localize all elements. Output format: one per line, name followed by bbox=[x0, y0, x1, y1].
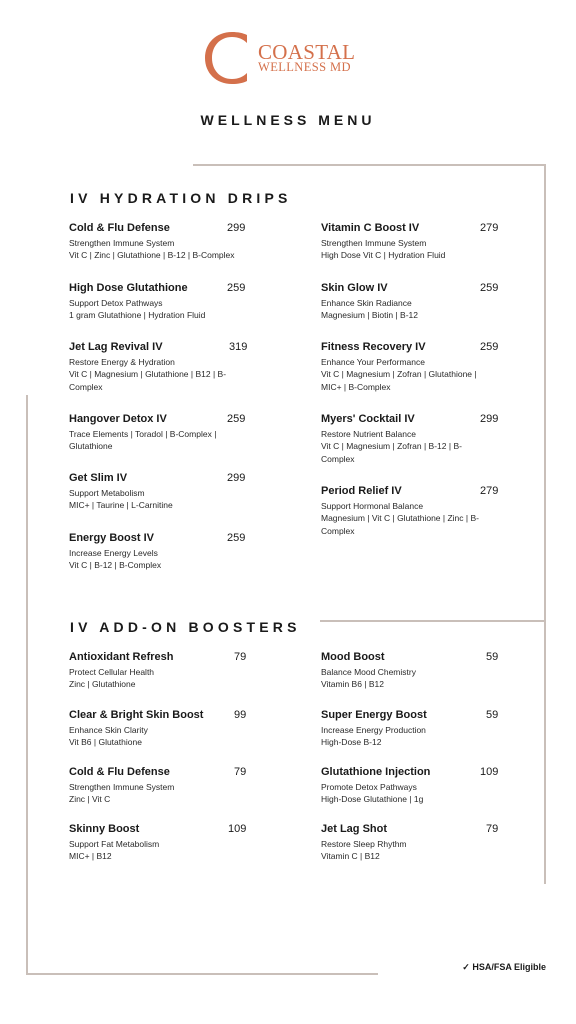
item-name: Cold & Flu Defense bbox=[69, 766, 170, 778]
item-ingredients: High-Dose B-12 bbox=[321, 737, 382, 748]
section-title-boosters: IV ADD-ON BOOSTERS bbox=[70, 619, 301, 635]
menu-item bbox=[69, 412, 259, 453]
item-price: 79 bbox=[234, 651, 247, 663]
brand-subtitle: WELLNESS MD bbox=[258, 60, 351, 74]
item-price: 279 bbox=[480, 485, 499, 497]
item-description: Increase Energy Levels bbox=[69, 548, 158, 558]
item-description: Enhance Skin Radiance bbox=[321, 298, 412, 308]
item-price: 279 bbox=[480, 222, 499, 234]
menu-item bbox=[69, 471, 259, 512]
item-price: 259 bbox=[480, 282, 499, 294]
item-ingredients: Vitamin C | B12 bbox=[321, 851, 380, 862]
item-ingredients: Magnesium | Vit C | Glutathione | Zinc | B-Complex bbox=[321, 513, 479, 536]
item-price: 299 bbox=[227, 472, 246, 484]
item-description: Trace Elements | Toradol | B-Complex | Glutathione bbox=[69, 429, 217, 452]
item-name: Vitamin C Boost IV bbox=[321, 222, 420, 234]
item-ingredients: Zinc | Vit C bbox=[69, 794, 111, 805]
item-ingredients: Vit C | Magnesium | Zofran | B-12 | B-Complex bbox=[321, 441, 462, 464]
item-price: 59 bbox=[486, 709, 499, 721]
item-description: Strengthen Immune System bbox=[69, 782, 175, 792]
item-description: Balance Mood Chemistry bbox=[321, 667, 416, 677]
item-name: Cold & Flu Defense bbox=[69, 222, 170, 234]
section-title-drips: IV HYDRATION DRIPS bbox=[70, 190, 292, 206]
item-description: Support Metabolism bbox=[69, 488, 145, 498]
menu-item bbox=[321, 281, 511, 322]
item-price: 299 bbox=[480, 413, 499, 425]
booster-divider-line bbox=[320, 620, 546, 622]
item-name: Mood Boost bbox=[321, 651, 385, 663]
frame-left-line bbox=[26, 395, 28, 975]
menu-item bbox=[321, 708, 511, 749]
item-ingredients: Vitamin B6 | B12 bbox=[321, 679, 385, 690]
item-name: Jet Lag Revival IV bbox=[69, 341, 163, 353]
item-price: 259 bbox=[480, 341, 499, 353]
item-price: 109 bbox=[480, 766, 499, 778]
item-ingredients: MIC+ | Taurine | L-Carnitine bbox=[69, 500, 173, 511]
item-ingredients: Vit B6 | Glutathione bbox=[69, 737, 142, 748]
item-name: Fitness Recovery IV bbox=[321, 341, 426, 353]
menu-item bbox=[321, 221, 511, 262]
item-description: Promote Detox Pathways bbox=[321, 782, 417, 792]
menu-item bbox=[69, 281, 259, 322]
menu-item bbox=[69, 340, 259, 393]
item-description: Enhance Your Performance bbox=[321, 357, 425, 367]
item-name: Glutathione Injection bbox=[321, 766, 431, 778]
item-name: Skin Glow IV bbox=[321, 282, 388, 294]
item-description: Enhance Skin Clarity bbox=[69, 725, 148, 735]
item-description: Increase Energy Production bbox=[321, 725, 426, 735]
item-ingredients: Vit C | Zinc | Glutathione | B-12 | B-Complex bbox=[69, 250, 235, 261]
item-description: Support Fat Metabolism bbox=[69, 839, 160, 849]
menu-item bbox=[321, 822, 511, 863]
brand-name: COASTAL bbox=[258, 40, 356, 64]
item-description: Restore Energy & Hydration bbox=[69, 357, 175, 367]
item-name: Myers' Cocktail IV bbox=[321, 413, 415, 425]
item-description: Restore Sleep Rhythm bbox=[321, 839, 407, 849]
coastal-wellness-logo-mark bbox=[203, 32, 251, 84]
menu-item bbox=[321, 412, 511, 465]
item-description: Protect Cellular Health bbox=[69, 667, 155, 677]
item-price: 79 bbox=[486, 823, 499, 835]
item-price: 299 bbox=[227, 222, 246, 234]
item-ingredients: High-Dose Glutathione | 1g bbox=[321, 794, 424, 805]
menu-item bbox=[69, 708, 259, 749]
frame-right-line bbox=[544, 164, 546, 884]
item-ingredients: Vit C | Magnesium | Zofran | Glutathione | MIC+ | B-Complex bbox=[321, 369, 477, 392]
item-name: Energy Boost IV bbox=[69, 532, 154, 544]
menu-item bbox=[321, 765, 511, 806]
item-description: Support Detox Pathways bbox=[69, 298, 163, 308]
item-name: Antioxidant Refresh bbox=[69, 651, 174, 663]
item-name: Hangover Detox IV bbox=[69, 413, 167, 425]
item-name: Jet Lag Shot bbox=[321, 823, 388, 835]
item-name: Skinny Boost bbox=[69, 823, 140, 835]
item-name: Clear & Bright Skin Boost bbox=[69, 709, 204, 721]
item-ingredients: Zinc | Glutathione bbox=[69, 679, 136, 690]
item-ingredients: Vit C | Magnesium | Glutathione | B12 | B-Complex bbox=[69, 369, 227, 392]
frame-top-line bbox=[193, 164, 546, 166]
item-description: Strengthen Immune System bbox=[321, 238, 427, 248]
menu-item bbox=[69, 822, 259, 863]
item-ingredients: Magnesium | Biotin | B-12 bbox=[321, 310, 419, 321]
item-name: Period Relief IV bbox=[321, 485, 402, 497]
menu-item bbox=[69, 221, 259, 262]
hsa-fsa-eligible-note: ✓ HSA/FSA Eligible bbox=[462, 962, 546, 972]
menu-item bbox=[69, 765, 259, 806]
menu-item bbox=[321, 340, 511, 393]
item-ingredients: 1 gram Glutathione | Hydration Fluid bbox=[69, 310, 206, 321]
item-price: 109 bbox=[228, 823, 247, 835]
item-price: 259 bbox=[227, 282, 246, 294]
item-description: Strengthen Immune System bbox=[69, 238, 175, 248]
frame-bottom-line bbox=[26, 973, 378, 975]
item-ingredients: MIC+ | B12 bbox=[69, 851, 112, 862]
item-ingredients: Vit C | B-12 | B-Complex bbox=[69, 560, 162, 571]
page-title: WELLNESS MENU bbox=[200, 112, 376, 128]
item-ingredients: High Dose Vit C | Hydration Fluid bbox=[321, 250, 446, 261]
item-price: 319 bbox=[229, 341, 248, 353]
menu-item bbox=[321, 484, 511, 537]
item-name: Get Slim IV bbox=[69, 472, 128, 484]
menu-item bbox=[69, 531, 259, 572]
item-description: Restore Nutrient Balance bbox=[321, 429, 416, 439]
item-name: Super Energy Boost bbox=[321, 709, 427, 721]
item-name: High Dose Glutathione bbox=[69, 282, 188, 294]
item-price: 79 bbox=[234, 766, 247, 778]
item-price: 59 bbox=[486, 651, 499, 663]
menu-item bbox=[69, 650, 259, 691]
item-description: Support Hormonal Balance bbox=[321, 501, 424, 511]
item-price: 259 bbox=[227, 532, 246, 544]
menu-item bbox=[321, 650, 511, 691]
item-price: 99 bbox=[234, 709, 247, 721]
item-price: 259 bbox=[227, 413, 246, 425]
